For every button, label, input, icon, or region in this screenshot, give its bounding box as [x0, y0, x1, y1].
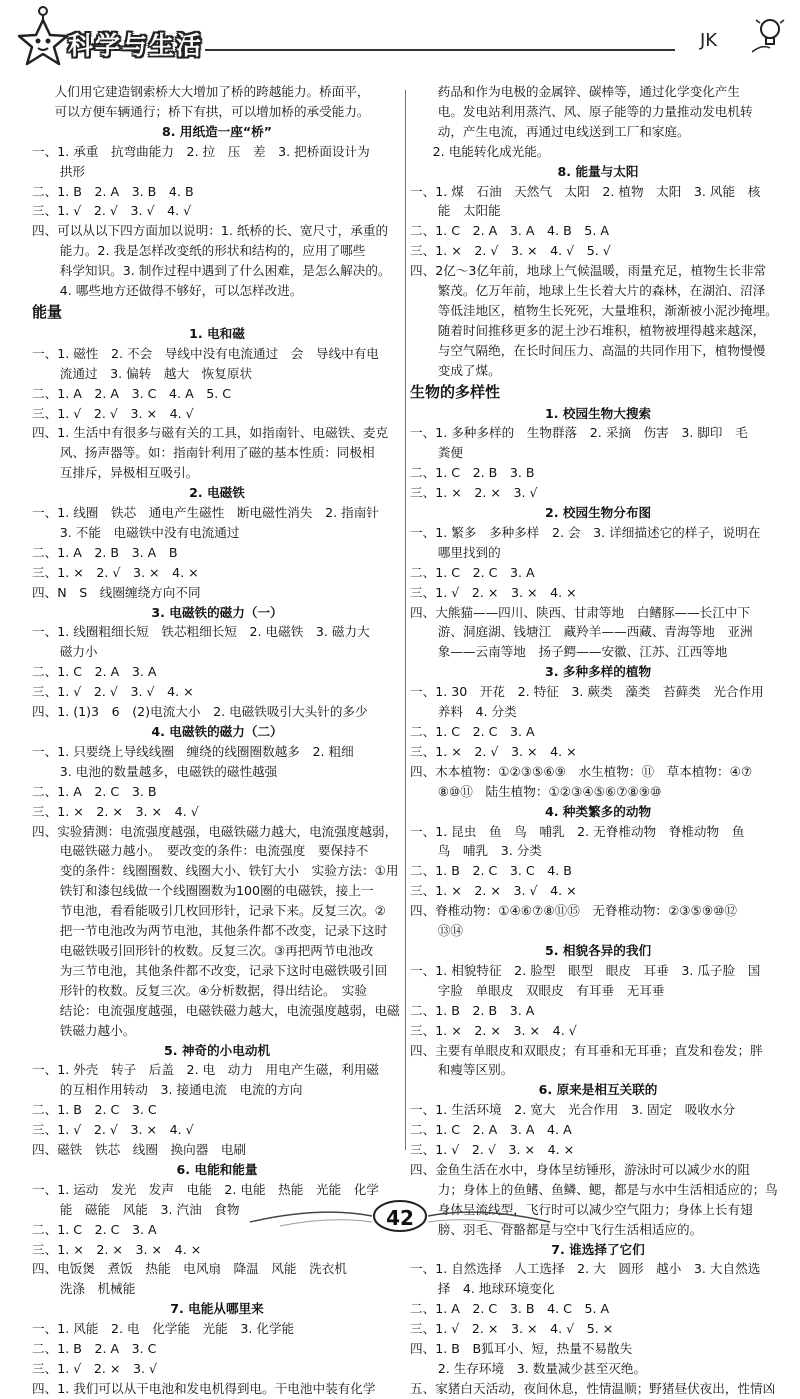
answer-line: 二、1. C 2. A 3. A 4. B 5. A — [410, 223, 609, 239]
answer-line: 二、1. C 2. C 3. A — [410, 724, 535, 739]
answer-line: 把一节电池改为两节电池，其他条件都不改变，记录下这时 — [59, 923, 388, 939]
answer-line: 二、1. C 2. C 3. A — [410, 564, 535, 580]
answer-line: 一、1. 只要绕上导线线圈 缠绕的线圈圈数越多 2. 粗细 — [32, 743, 354, 759]
lesson-title: 1. 电和磁 — [189, 325, 245, 341]
answer-line: 的互相作用转动 3. 接通电流 电流的方向 — [59, 1082, 303, 1098]
answer-line: 四、实验猜测：电流强度越强，电磁铁磁力越大，电流强度越弱， — [32, 823, 398, 839]
text-line: 可以方便车辆通行；桥下有拱，可以增加桥的承受能力。 — [54, 103, 370, 119]
answer-line: 三、1. √ 2. √ 3. × 4. √ — [32, 1122, 194, 1138]
answer-line: 电磁铁磁力越小。 要改变的条件：电流强度 要保持不 — [59, 843, 369, 859]
answer-line: 四、金鱼生活在水中，身体呈纺锤形，游泳时可以减少水的阻 — [410, 1161, 751, 1177]
answer-line: 2. 生存环境 3. 数量减少甚至灭绝。 — [437, 1361, 647, 1376]
page-number: 42 — [386, 1206, 414, 1230]
answer-line: 互排斥，异极相互吸引。 — [59, 465, 199, 481]
answer-line: 变成了煤。 — [437, 362, 501, 378]
answer-line: 三、1. √ 2. √ 3. × 4. × — [410, 1142, 575, 1158]
answer-line: 二、1. A 2. C 3. B 4. C 5. A — [410, 1301, 610, 1317]
answer-line: 为三节电池，其他条件都不改变，记录下这时电磁铁吸引回 — [59, 962, 388, 978]
answer-line: 磁力小 — [59, 644, 98, 660]
answer-line: 等低洼地区，植物生长死死，大量堆积，渐渐被小泥沙掩埋。 — [437, 302, 778, 318]
answer-line: 膀、羽毛、骨骼都是与空中飞行生活相适应的。 — [437, 1221, 703, 1237]
lesson-title: 6. 电能和能量 — [176, 1161, 258, 1177]
answer-line: 和瘦等区别。 — [437, 1062, 514, 1078]
answer-line: 五、家猪白天活动，夜间休息，性情温顺；野猪昼伏夜出，性情凶 — [410, 1380, 776, 1396]
lesson-title: 7. 电能从哪里来 — [170, 1301, 264, 1317]
text-line: 动，产生电流，再通过电线送到工厂和家庭。 — [437, 123, 690, 139]
answer-line: 一、1. 磁性 2. 不会 导线中没有电流通过 会 导线中有电 — [32, 345, 379, 361]
answer-line: 科学知识。3. 制作过程中遇到了什么困难，是怎么解决的。 — [59, 263, 391, 279]
answer-line: 4. 哪些地方还做得不够好，可以怎样改进。 — [59, 283, 303, 299]
answer-line: 一、1. 多种多样的 生物群落 2. 采摘 伤害 3. 脚印 毛 — [410, 425, 748, 441]
answer-line: 铁磁力越小。 — [59, 1022, 136, 1038]
answer-line: 四、主要有单眼皮和双眼皮；有耳垂和无耳垂；直发和卷发；胖 — [410, 1042, 763, 1058]
lesson-title: 8. 能量与太阳 — [557, 163, 639, 179]
answer-line: 节电池，看看能吸引几枚回形针，记录下来。反复三次。② — [59, 903, 386, 919]
answer-line: 一、1. 运动 发光 发声 电能 2. 电能 热能 光能 化学 — [32, 1181, 379, 1197]
answer-line: 与空气隔绝，在长时间压力、高温的共同作用下，植物慢慢 — [437, 342, 766, 358]
answer-line: 电磁铁吸引回形针的枚数。反复三次。③再把两节电池改 — [59, 942, 374, 958]
answer-line: 一、1. 昆虫 鱼 鸟 哺乳 2. 无脊椎动物 脊椎动物 鱼 — [410, 823, 745, 839]
answer-line: 一、1. 外壳 转子 后盖 2. 电 动力 用电产生磁，利用磁 — [32, 1062, 379, 1078]
answer-line: 象——云南等地 扬子鳄——安徽、江苏、江西等地 — [437, 644, 728, 660]
answer-line: 结论：电流强度越强，电磁铁磁力越大，电流强度越弱，电磁 — [59, 1002, 400, 1018]
answer-line: 3. 不能 电磁铁中没有电流通过 — [59, 524, 240, 540]
answer-line: 三、1. √ 2. √ 3. √ 4. × — [32, 684, 194, 700]
lesson-title: 6. 原来是相互关联的 — [538, 1082, 658, 1098]
answer-line: 择 4. 地球环境变化 — [437, 1281, 555, 1297]
answer-line: 四、1. B B狐耳小、短，热量不易散失 — [410, 1341, 633, 1357]
answer-line: 粪便 — [437, 445, 463, 461]
answer-line: 一、1. 相貌特征 2. 脸型 眼型 眼皮 耳垂 3. 瓜子脸 国 — [410, 962, 761, 978]
answer-line: 能 磁能 风能 3. 汽油 食物 — [59, 1201, 240, 1217]
answer-line: 二、1. B 2. C 3. C — [32, 1102, 157, 1118]
answer-line: 一、1. 线圈 铁芯 通电产生磁性 断电磁性消失 2. 指南针 — [32, 505, 379, 521]
answer-line: 能力。2. 我是怎样改变纸的形状和结构的，应用了哪些 — [59, 243, 366, 259]
answer-line: 二、1. A 2. C 3. B — [32, 783, 157, 799]
answer-line: 四、2亿～3亿年前，地球上气候温暖，雨量充足，植物生长非常 — [410, 263, 767, 279]
answer-line: 力；身体上的鱼鳍、鱼鳞、鳃，都是与水中生活相适应的；鸟 — [437, 1181, 778, 1197]
answer-line: 四、1. 我们可以从干电池和发电机得到电。干电池中装有化学 — [32, 1380, 376, 1396]
answer-line: 一、1. 线圈粗细长短 铁芯粗细长短 2. 电磁铁 3. 磁力大 — [32, 624, 370, 640]
answer-line: 三、1. × 2. × 3. × 4. √ — [410, 1022, 577, 1038]
answer-line: 三、1. × 2. √ 3. × 4. √ 5. √ — [410, 243, 611, 259]
section-heading: 生物的多样性 — [410, 382, 501, 401]
header-rule — [205, 49, 675, 51]
lesson-title: 8. 用纸造一座“桥” — [161, 123, 273, 139]
answer-line: 二、1. B 2. A 3. C — [32, 1341, 157, 1357]
answer-line: 二、1. B 2. C 3. C 4. B — [410, 863, 572, 879]
answer-line: 身体呈流线型，飞行时可以减少空气阻力；身体上长有翅 — [437, 1201, 753, 1217]
lesson-title: 4. 种类繁多的动物 — [544, 803, 652, 819]
edition-label: JK — [700, 30, 718, 51]
answer-line: 二、1. B 2. B 3. A — [410, 1002, 535, 1018]
answer-line: 风、扬声器等。如：指南针利用了磁的基本性质：同极相 — [59, 445, 375, 461]
answer-line: 流通过 3. 偏转 越大 恢复原状 — [59, 365, 253, 381]
answer-line: 四、磁铁 铁芯 线圈 换向器 电刷 — [32, 1142, 247, 1158]
answer-line: 一、1. 煤 石油 天然气 太阳 2. 植物 太阳 3. 风能 核 — [410, 183, 761, 199]
answer-line: 三、1. × 2. × 3. × 4. √ — [32, 803, 199, 819]
lesson-title: 5. 相貌各异的我们 — [544, 942, 652, 958]
answer-line: 三、1. √ 2. × 3. × 4. × — [410, 584, 577, 600]
answer-line: 三、1. √ 2. × 3. × 4. √ 5. × — [410, 1321, 614, 1337]
answer-line: 繁茂。亿万年前，地球上生长着大片的森林，在湖泊、沼泽 — [437, 283, 766, 299]
answer-line: 形针的枚数。反复三次。④分析数据，得出结论。 实验 — [59, 982, 367, 998]
answer-line: ⑧⑩⑪ 陆生植物：①②③④⑤⑥⑦⑧⑨⑩ — [437, 783, 662, 799]
answer-line: 三、1. × 2. × 3. √ — [410, 485, 538, 501]
answer-line: 3. 电池的数量越多，电磁铁的磁性越强 — [59, 763, 278, 779]
answer-line: 三、1. × 2. √ 3. × 4. × — [410, 743, 577, 759]
answer-line: 二、1. B 2. A 3. B 4. B — [32, 183, 194, 199]
answer-line: 一、1. 繁多 多种多样 2. 会 3. 详细描述它的样子，说明在 — [410, 524, 761, 540]
lesson-title: 2. 电磁铁 — [189, 485, 245, 501]
answer-line: 三、1. √ 2. × 3. √ — [32, 1361, 158, 1376]
answer-line: 三、1. √ 2. √ 3. × 4. √ — [32, 405, 194, 421]
lesson-title: 1. 校园生物大搜索 — [544, 405, 652, 421]
answer-line: 二、1. C 2. C 3. A — [32, 1221, 157, 1237]
answer-line: 一、1. 承重 抗弯曲能力 2. 拉 压 差 3. 把桥面设计为 — [32, 143, 370, 159]
lesson-title: 2. 校园生物分布图 — [544, 505, 652, 521]
lesson-title: 7. 谁选择了它们 — [551, 1241, 645, 1257]
answer-line: 鸟 哺乳 3. 分类 — [437, 843, 542, 859]
answer-line: 一、1. 风能 2. 电 化学能 光能 3. 化学能 — [32, 1321, 295, 1337]
answer-line: 二、1. A 2. A 3. C 4. A 5. C — [32, 385, 232, 401]
answer-line: 四、N S 线圈缠绕方向不同 — [32, 584, 201, 600]
lesson-title: 3. 电磁铁的磁力（一） — [151, 604, 283, 620]
answer-line: 字脸 单眼皮 双眼皮 有耳垂 无耳垂 — [437, 982, 665, 998]
lesson-title: 3. 多种多样的植物 — [544, 664, 652, 680]
text-line: 电。发电站利用蒸汽、风、原子能等的力量推动发电机转 — [437, 103, 753, 119]
answer-line: 三、1. × 2. × 3. × 4. × — [32, 1241, 202, 1257]
answer-line: 变的条件：线圈圈数、线圈大小、铁钉大小 实验方法：①用 — [59, 863, 399, 879]
answer-line: 一、1. 自然选择 人工选择 2. 大 圆形 越小 3. 大自然选 — [410, 1261, 761, 1277]
answer-line: 三、1. × 2. √ 3. × 4. × — [32, 564, 199, 580]
answer-line: 养料 4. 分类 — [437, 704, 517, 720]
answer-line: 洗涤 机械能 — [59, 1281, 136, 1297]
answer-line: 随着时间推移更多的泥土沙石堆积，植物被埋得越来越深， — [437, 322, 766, 338]
answer-line: 二、1. C 2. B 3. B — [410, 465, 535, 481]
answer-line: 铁钉和漆包线做一个线圈圈数为100圈的电磁铁，接上一 — [59, 883, 374, 899]
answer-line: 能 太阳能 — [437, 203, 501, 219]
answer-line: 二、1. C 2. A 3. A — [32, 664, 157, 680]
answer-line: 三、1. √ 2. √ 3. √ 4. √ — [32, 203, 192, 219]
star-mascot-icon — [14, 6, 72, 70]
answer-line: 四、木本植物：①②③⑤⑥⑨ 水生植物：⑪ 草本植物：④⑦ — [410, 763, 753, 779]
column-divider — [405, 90, 406, 1150]
text-line: 2. 电能转化成光能。 — [432, 143, 550, 159]
answer-line: 四、电饭煲 煮饭 热能 电风扇 降温 风能 洗衣机 — [32, 1261, 347, 1277]
answer-line: 二、1. A 2. B 3. A B — [32, 544, 178, 560]
lesson-title: 5. 神奇的小电动机 — [163, 1042, 271, 1058]
answer-line: 哪里找到的 — [437, 544, 501, 560]
text-line: 药品和作为电极的金属锌、碳棒等，通过化学变化产生 — [437, 84, 740, 99]
answer-line: 四、1. (1)3 6 (2)电流大小 2. 电磁铁吸引大头针的多少 — [32, 704, 368, 720]
lightbulb-icon — [752, 14, 788, 54]
answer-line: 三、1. × 2. × 3. √ 4. × — [410, 883, 577, 899]
lesson-title: 4. 电磁铁的磁力（二） — [151, 724, 283, 739]
answer-line: 四、大熊猫——四川、陕西、甘肃等地 白鳍豚——长江中下 — [410, 604, 751, 620]
section-heading: 能量 — [32, 302, 63, 321]
answer-line: 一、1. 生活环境 2. 宽大 光合作用 3. 固定 吸收水分 — [410, 1102, 736, 1118]
answer-line: 四、1. 生活中有很多与磁有关的工具，如指南针、电磁铁、麦克 — [32, 425, 389, 441]
answer-line: 拱形 — [59, 163, 85, 179]
brand-title: 科学与生活 — [68, 31, 204, 60]
answer-line: 四、脊椎动物：①④⑥⑦⑧⑪⑮ 无脊椎动物：②③⑤⑨⑩⑫ — [410, 903, 737, 919]
page-header — [0, 0, 800, 78]
text-line: 人们用它建造钢索桥大大增加了桥的跨越能力。桥面平， — [54, 84, 370, 99]
answer-line: 游、洞庭湖、钱塘江 藏羚羊——西藏、青海等地 亚洲 — [437, 624, 753, 640]
answer-line: 四、可以从以下四方面加以说明：1. 纸桥的长、宽尺寸，承重的 — [32, 223, 389, 239]
answer-line: 二、1. C 2. A 3. A 4. A — [410, 1122, 572, 1138]
answer-line: ⑬⑭ — [437, 923, 463, 939]
answer-line: 一、1. 30 开花 2. 特征 3. 蕨类 藻类 苔藓类 光合作用 — [410, 684, 764, 700]
